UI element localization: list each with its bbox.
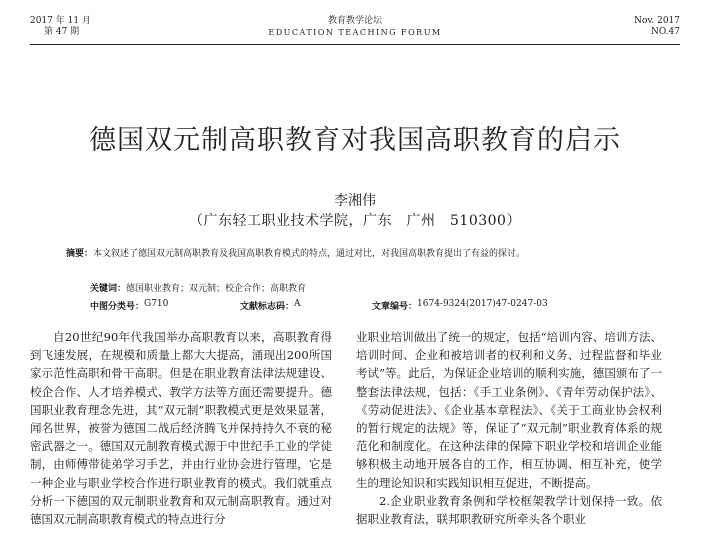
doc-code-value: A [294,299,301,309]
article-no-value: 1674-9324(2017)47-0247-03 [417,299,548,309]
header-date-line: 2017 年 11 月 [30,16,91,26]
author-affiliation: （广东轻工职业技术学院，广东 广州 510300） [189,213,521,229]
abstract [66,245,646,263]
header-issue-line: 第 47 期 [44,27,80,37]
article-number [372,299,548,312]
clc-number [90,299,169,312]
body-paragraph: 业职业培训做出了统一的规定，包括“培训内容、培训方法、培训时间、企业和被培训者的权利和义务、过程监督和毕业考试”等。此后，为保证企业培训的顺利实施，德国颁布了一整套法律法规，包括：《手工业条例》、《青年劳动保护法》、《劳动促进法》、《企业基本章程法》、《关于工商业协会权利的暂行规定的法规》等，保证了“双元制”职业教育体系的规范化和制度化。在这种法律的保障下职业学校和培训企业能够积极主动地开展各自的工作，相互协调、相互补充，使学生的理论知识和实践知识相互促进，不断提高。 [356,330,662,490]
clc-value: G710 [144,299,169,309]
header-date-en [634,16,680,38]
header-month-en: Nov. 2017 [634,16,680,26]
paper-title: 德国双元制高职教育对我国高职教育的启示 [89,125,621,156]
body-paragraph: 自20世纪90年代我国举办高职教育以来，高职教育得到飞速发展，在规模和质量上都大大提高，涌现出200所国家示范性高职和骨干高职。但是在职业教育法律法规建设、校企合作、人才培养模式、教学方法等方面还需要提升。德国职业教育理念先进，其“双元制”职教模式更是效果显著，闻名世界，被誉为德国二战后经济腾飞并保持持久不衰的秘密武器之一。德国双元制教育模式源于中世纪手工业的学徒制，由师傅带徒弟学习手艺，并由行业协会进行管理，它是一种企业与职业学校合作进行职业教育的模式。我们就重点分析一下德国的双元制职业教育和双元制高职教育。通过对德国双元制高职教育模式的特点进行分 [30,330,332,527]
journal-name [30,16,680,38]
abstract-text: 本文叙述了德国双元制高职教育及我国高职教育模式的特点，通过对比，对我国高职教育提出了有益的探讨。 [93,249,526,259]
body-column-right [356,328,662,528]
article-no-label: 文章编号： [372,302,418,312]
clc-label: 中图分类号： [90,302,145,312]
running-header [30,14,680,45]
journal-name-cn: 教育教学论坛 [327,16,382,26]
body-column-left [30,328,332,528]
author-name: 李湘伟 [334,193,376,209]
document-code [240,299,301,312]
body-paragraph: 2.企业职业教育条例和学校框架教学计划保持一致。依据职业教育法，联邦职教研究所牵头各个职业 [356,493,662,527]
keywords-text: 德国职业教育；双元制；校企合作；高职教育 [126,284,307,294]
doc-code-label: 文献标志码： [240,302,295,312]
header-issue-en: NO.47 [650,27,680,37]
abstract-label: 摘要： [66,249,94,259]
keywords [90,281,306,294]
journal-name-en: EDUCATION TEACHING FORUM [268,28,442,37]
keywords-label: 关键词： [90,284,127,294]
